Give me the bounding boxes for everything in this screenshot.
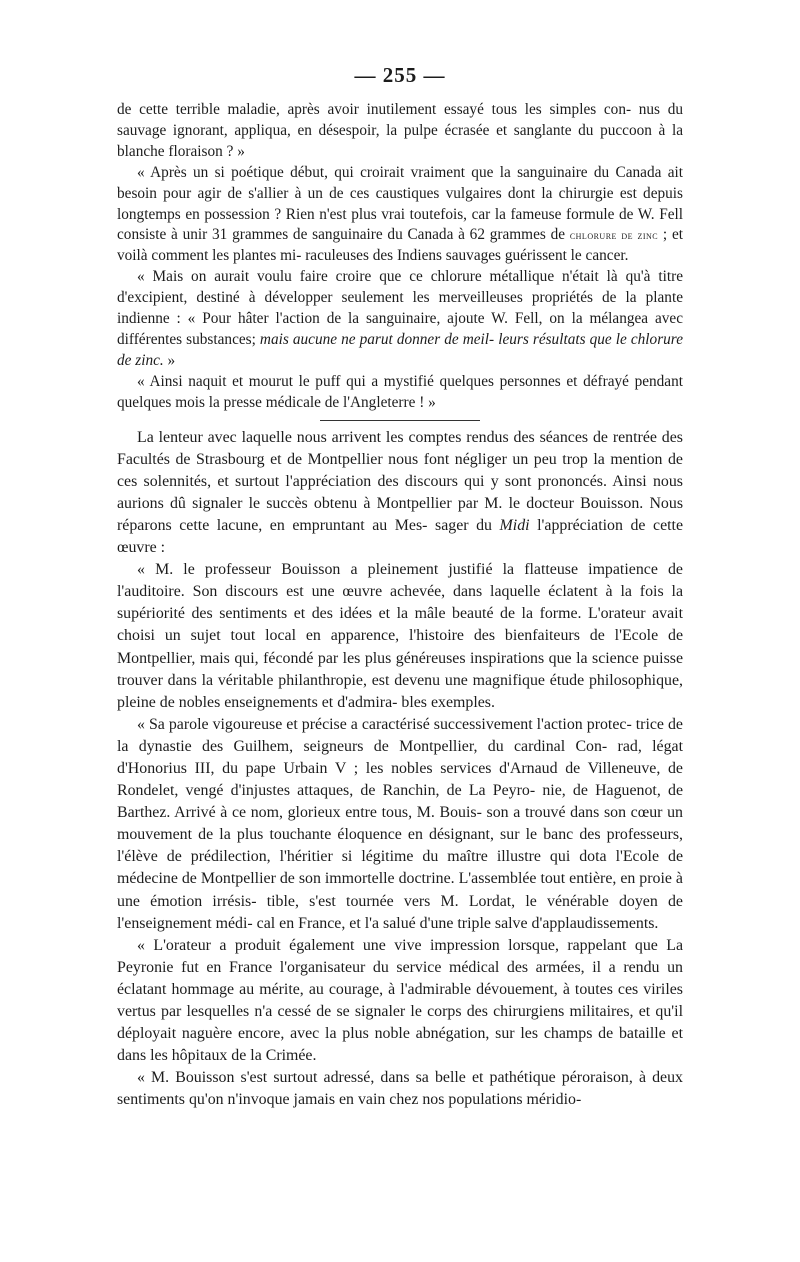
chlorure-de-zinc-smallcaps: chlorure de zinc: [569, 228, 659, 243]
paragraph-formula-text: « Après un si poétique début, qui croirait vraiment que la sanguinaire du Canada ait besoin pour agir de s'allier à un de ces caustiques vulgaires dont la chirurgie est depuis longtemps en possession ? Rien n'est plus vrai toutefois, car la fameuse formule de W. Fell consiste à unir 31 grammes de sanguinaire du Canada à 62 grammes de: [117, 163, 683, 244]
paragraph-puff: « Ainsi naquit et mourut le puff qui a mystifié quelques personnes et défrayé pendant quelques mois la presse médicale de l'Angleterre ! »: [117, 372, 683, 411]
section-bouisson: [117, 427, 683, 1112]
paragraph-formula-end: ; et voilà comment les plantes mi- raculeuses des Indiens sauvages guérissent le cancer.: [117, 226, 683, 265]
paragraph-excipient: [117, 267, 683, 372]
paragraph-parole: « Sa parole vigoureuse et précise a caractérisé successivement l'action protec- trice de la dynastie des Guilhem, seigneurs de Montpellier, du cardinal Con- rad, légat d'Honorius III, du pape Urbain V ; les nobles services d'Arnaud de Villeneuve, de Rondelet, vengé d'injustes attaques, de Ranchin, de La Peyro- nie, de Haguenot, de Barthez. Arrivé à ce nom, glorieux entre tous, M. Bouis- son a trouvé dans son cœur un mouvement de la plus touchante éloquence en désignant, sur le banc des professeurs, l'élève de prédilection, l'héritier si légitime du maître illustre qui dota l'Ecole de médecine de Montpellier de son immortelle doctrine. L'assemblée tout entière, en proie à une émotion irrésis- tible, s'est tournée vers M. Lordat, le vénérable doyen de l'enseignement médi- cal en France, et l'a salué d'une triple salve d'applaudissements.: [117, 715, 683, 932]
paragraph-excipient-text: « Mais on aurait voulu faire croire que ce chlorure métallique n'était là qu'à titre d'excipient, destiné à développer seulement les merveilleuses propriétés de la plante indienne : « Pour hâter l'action de la sanguinaire, ajoute W. Fell, on la mélangea avec différentes substances;: [117, 268, 683, 348]
paragraph-discours: « M. le professeur Bouisson a pleinement justifié la flatteuse impatience de l'auditoire. Son discours est une œuvre achevée, dans laquelle éclatent à la fois la supériorité des sentiments et des idées et la mâle beauté de la forme. L'orateur avait choisi un sujet tout local en apparence, l'histoire des bienfaiteurs de l'Ecole de Montpellier, mais qui, fécondé par les plus généreuses inspirations que la science puisse trouver dans la véritable philanthropie, est devenu une magnifique étude philosophique, pleine de nobles enseignements et d'admira- bles exemples.: [117, 561, 683, 711]
paragraph-lenteur-text: La lenteur avec laquelle nous arrivent les comptes rendus des séances de rentrée des Facultés de Strasbourg et de Montpellier nous font négliger un peu trop la mention de ces solennités, et surtout l'appréciation des discours qui y sont prononcés. Ainsi nous aurions dû signaler le succès obtenu à Montpellier par M. le docteur Bouisson. Nous réparons cette lacune, en empruntant au Mes- sager du: [117, 428, 683, 534]
paragraph-peyronie: « L'orateur a produit également une vive impression lorsque, rappelant que La Peyronie fut en France l'organisateur du service médical des armées, il a rendu un éclatant hommage au mérite, au courage, à l'admirable dévouement, à toutes ces viriles vertus par lesquelles n'a cessé de se signaler le corps des chirurgiens militaires, et qu'il déployait naguère encore, avec la plus noble abnégation, sur les champs de bataille et dans les hôpitaux de la Crimée.: [117, 936, 683, 1065]
section-sanguinaire: [117, 100, 683, 414]
paragraph-formula: [117, 163, 683, 268]
paragraph-excipient-italic: mais aucune ne parut donner de meil- leurs résultats que le chlorure de zinc.: [117, 330, 683, 369]
paragraph-excipient-end: »: [163, 351, 176, 369]
paragraph-continuation: de cette terrible maladie, après avoir inutilement essayé tous les simples con- nus du sauvage ignorant, appliqua, en désespoir, la pulpe écrasée et sanglante du puccoon à la blanche floraison ? »: [117, 101, 683, 160]
paragraph-lenteur: [117, 427, 683, 560]
page-number: — 255 —: [354, 63, 446, 87]
paragraph-lenteur-end: l'appréciation de cette œuvre :: [117, 516, 684, 557]
paragraph-peroraison: « M. Bouisson s'est surtout adressé, dans sa belle et pathétique péroraison, à deux sentiments qu'on n'invoque jamais en vain chez nos populations méridio-: [117, 1069, 683, 1109]
section-divider: [320, 420, 480, 421]
midi-italic: Midi: [499, 516, 530, 534]
